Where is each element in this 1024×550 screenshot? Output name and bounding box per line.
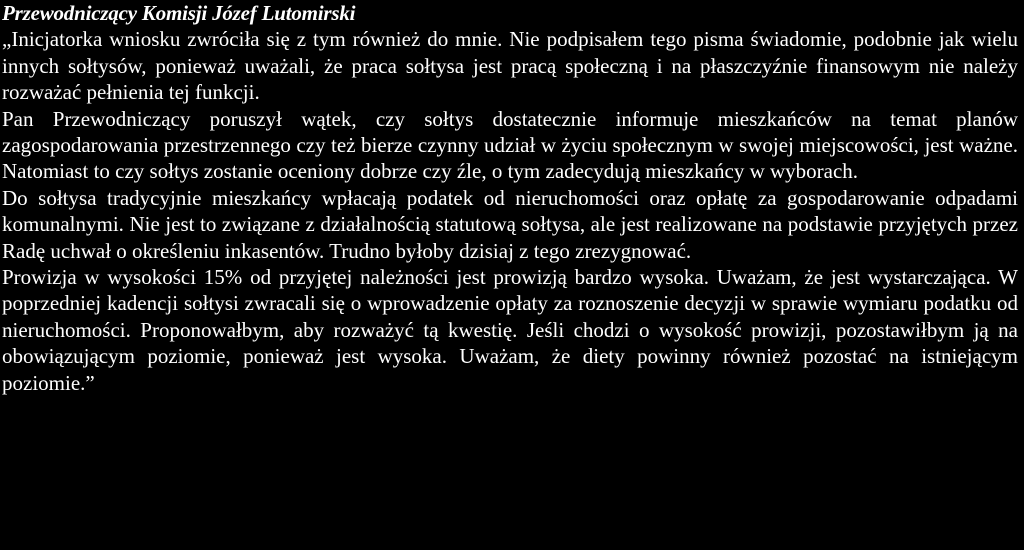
paragraph-2: Pan Przewodniczący poruszył wątek, czy sołtys dostatecznie informuje mieszkańców na temat planów zagospodarowania przestrzennego czy też bierze czynny udział w życiu społecznym w swojej miejscowości, jest ważne. Natomiast to czy sołtys zostanie oceniony dobrze czy źle, o tym zadecydują mieszkańcy w wyborach. bbox=[2, 106, 1018, 184]
paragraph-1: „Inicjatorka wniosku zwróciła się z tym również do mnie. Nie podpisałem tego pisma świadomie, podobnie jak wielu innych sołtysów, ponieważ uważali, że praca sołtysa jest pracą społeczną i na płaszczyźnie finansowym nie należy rozważać pełnienia tej funkcji. bbox=[2, 27, 1018, 105]
speaker-heading: Przewodniczący Komisji Józef Lutomirski bbox=[2, 1, 356, 25]
paragraph-3: Do sołtysa tradycyjnie mieszkańcy wpłacają podatek od nieruchomości oraz opłatę za gospodarowanie odpadami komunalnymi. Nie jest to związane z działalnością statutową sołtysa, ale jest realizowane na podstawie przyjętych przez Radę uchwał o określeniu inkasentów. Trudno byłoby dzisiaj z tego zrezygnować. bbox=[2, 185, 1018, 263]
paragraph-4: Prowizja w wysokości 15% od przyjętej należności jest prowizją bardzo wysoka. Uważam, że jest wystarczająca. W poprzedniej kadencji sołtysi zwracali się o wprowadzenie opłaty za roznoszenie decyzji w sprawie wymiaru podatku od nieruchomości. Proponowałbym, aby rozważyć tą kwestię. Jeśli chodzi o wysokość prowizji, pozostawiłbym ją na obowiązującym poziomie, ponieważ jest wysoka. Uważam, że diety powinny również pozostać na istniejącym poziomie.” bbox=[2, 265, 1018, 395]
